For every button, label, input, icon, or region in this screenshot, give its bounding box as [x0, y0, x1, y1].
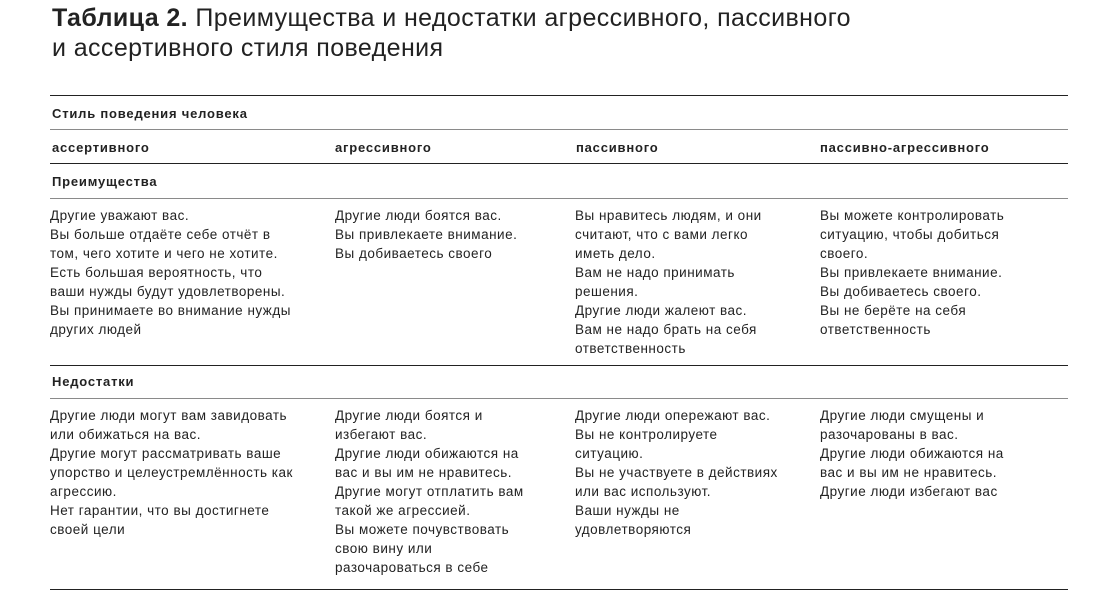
- cell-line: удовлетворяются: [575, 522, 692, 537]
- cell-line: том, чего хотите и чего не хотите.: [50, 246, 278, 261]
- table-top-rule: [50, 95, 1068, 96]
- cell-line: вас и вы им не нравитесь.: [820, 465, 997, 480]
- cell-line: или вас используют.: [575, 484, 712, 499]
- cell-line: ваши нужды будут удовлетворены.: [50, 284, 286, 299]
- cell-line: Вы принимаете во внимание нужды: [50, 303, 291, 318]
- cell-line: Вы можете почувствовать: [335, 522, 510, 537]
- cell-line: ситуацию, чтобы добиться: [820, 227, 1000, 242]
- columns-bottom-rule: [50, 163, 1068, 164]
- cell-line: Вам не надо брать на себя: [575, 322, 757, 337]
- cell-line: или обижаться на вас.: [50, 427, 202, 442]
- advantages-bottom-rule: [50, 365, 1068, 366]
- cell-line: Вы привлекаете внимание.: [335, 227, 518, 242]
- disadvantages-aggressive-cell: [335, 406, 570, 577]
- table-bottom-rule: [50, 589, 1068, 590]
- column-header-passive-aggressive: пассивно-агрессивного: [820, 140, 990, 155]
- cell-line: агрессию.: [50, 484, 117, 499]
- cell-line: Вы добиваетесь своего.: [820, 284, 982, 299]
- title-number: Таблица 2.: [52, 4, 188, 32]
- cell-line: Вы не берёте на себя: [820, 303, 967, 318]
- header-divider: [50, 129, 1068, 130]
- column-header-passive: пассивного: [576, 140, 659, 155]
- disadvantages-assertive-cell: [50, 406, 332, 539]
- cell-line: Другие люди боятся и: [335, 408, 483, 423]
- cell-line: Другие люди боятся вас.: [335, 208, 502, 223]
- cell-line: Вы можете контролировать: [820, 208, 1005, 223]
- cell-line: Вы больше отдаёте себе отчёт в: [50, 227, 271, 242]
- cell-line: свою вину или: [335, 541, 433, 556]
- advantages-label: Преимущества: [52, 174, 158, 189]
- title-line-1: [52, 3, 1062, 33]
- column-header-assertive: ассертивного: [52, 140, 150, 155]
- advantages-aggressive-cell: [335, 206, 570, 263]
- cell-line: своего.: [820, 246, 869, 261]
- cell-line: ответственность: [575, 341, 686, 356]
- cell-line: Другие могут отплатить вам: [335, 484, 524, 499]
- advantages-assertive-cell: [50, 206, 330, 339]
- column-header-aggressive: агрессивного: [335, 140, 432, 155]
- cell-line: разочароваться в себе: [335, 560, 489, 575]
- cell-line: Нет гарантии, что вы достигнете: [50, 503, 270, 518]
- cell-line: Вам не надо принимать: [575, 265, 735, 280]
- advantages-label-divider: [50, 198, 1068, 199]
- cell-line: Вы не участвуете в действиях: [575, 465, 778, 480]
- cell-line: ответственность: [820, 322, 931, 337]
- cell-line: упорство и целеустремлённость как: [50, 465, 293, 480]
- disadvantages-passive-cell: [575, 406, 820, 539]
- cell-line: Другие люди избегают вас: [820, 484, 998, 499]
- cell-line: Другие люди опережают вас.: [575, 408, 771, 423]
- advantages-passive-aggressive-cell: [820, 206, 1065, 339]
- cell-line: Другие люди обижаются на: [820, 446, 1004, 461]
- cell-line: Вы добиваетесь своего: [335, 246, 493, 261]
- disadvantages-passive-aggressive-cell: [820, 406, 1065, 501]
- cell-line: Другие люди смущены и: [820, 408, 985, 423]
- cell-line: иметь дело.: [575, 246, 656, 261]
- cell-line: Другие люди могут вам завидовать: [50, 408, 288, 423]
- cell-line: Есть большая вероятность, что: [50, 265, 263, 280]
- cell-line: ситуацию.: [575, 446, 644, 461]
- cell-line: Вы нравитесь людям, и они: [575, 208, 762, 223]
- cell-line: решения.: [575, 284, 639, 299]
- table-title: [52, 3, 1062, 63]
- cell-line: Другие уважают вас.: [50, 208, 190, 223]
- cell-line: других людей: [50, 322, 142, 337]
- cell-line: такой же агрессией.: [335, 503, 471, 518]
- advantages-passive-cell: [575, 206, 815, 358]
- behavior-style-header: Стиль поведения человека: [52, 106, 248, 121]
- cell-line: считают, что с вами легко: [575, 227, 749, 242]
- cell-line: вас и вы им не нравитесь.: [335, 465, 512, 480]
- cell-line: избегают вас.: [335, 427, 428, 442]
- cell-line: Другие люди обижаются на: [335, 446, 519, 461]
- cell-line: Вы привлекаете внимание.: [820, 265, 1003, 280]
- title-text-line-1: Преимущества и недостатки агрессивного, пассивного: [195, 4, 851, 32]
- title-text-line-2: и ассертивного стиля поведения: [52, 34, 444, 62]
- cell-line: Другие могут рассматривать ваше: [50, 446, 282, 461]
- disadvantages-label-divider: [50, 398, 1068, 399]
- cell-line: своей цели: [50, 522, 126, 537]
- disadvantages-label: Недостатки: [52, 374, 135, 389]
- cell-line: Другие люди жалеют вас.: [575, 303, 748, 318]
- cell-line: разочарованы в вас.: [820, 427, 959, 442]
- cell-line: Вы не контролируете: [575, 427, 718, 442]
- cell-line: Ваши нужды не: [575, 503, 680, 518]
